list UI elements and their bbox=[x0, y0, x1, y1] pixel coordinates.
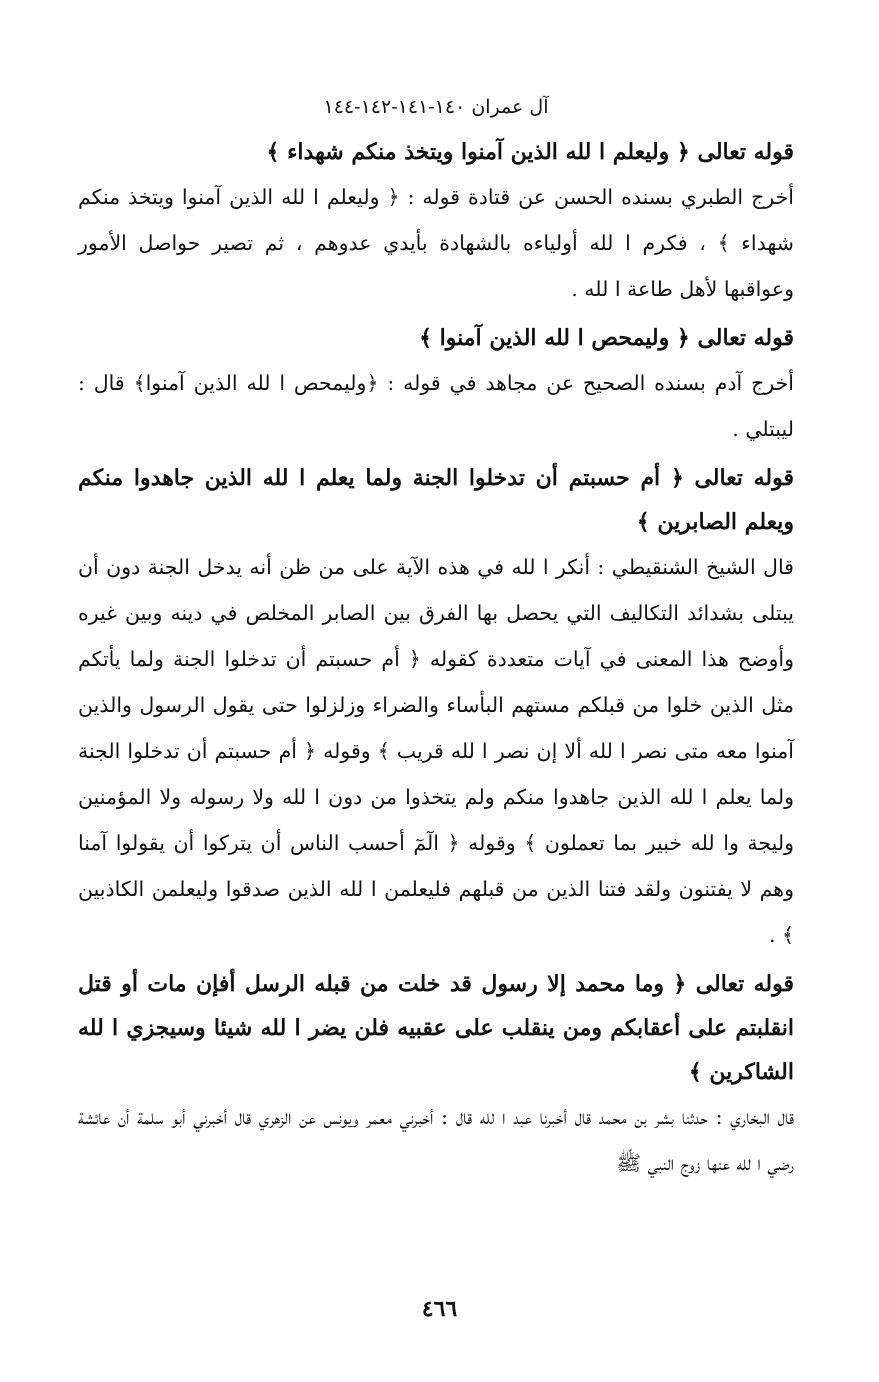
book-page bbox=[78, 92, 794, 1190]
verse-heading: قوله تعالى ﴿ وليعلم ا لله الذين آمنوا ويتخذ منكم شهداء ﴾ bbox=[266, 139, 794, 165]
commentary-paragraph: أخرج آدم بسنده الصحيح عن مجاهد في قوله : ﴿وليمحص ا لله الذين آمنوا﴾ قال : ليبتلي . bbox=[78, 371, 794, 441]
verse-heading: قوله تعالى ﴿ وما محمد إلا رسول قد خلت من قبله الرسل أفإن مات أو قتل انقلبتم على أعقابكم ومن ينقلب على عقبيه فلن يضر ا لله شيئا وسيجزي ا لله الشاكرين ﴾ bbox=[78, 971, 794, 1085]
commentary-paragraph: أخرج الطبري بسنده الحسن عن قتادة قوله : ﴿ وليعلم ا لله الذين آمنوا ويتخذ منكم شهداء ﴾ ، فكرم ا لله أولياءه بالشهادة بأيدي عدوهم ، ثم تصير حواصل الأمور وعواقبها لأهل طاعة ا لله . bbox=[78, 185, 794, 301]
commentary-paragraph: قال الشيخ الشنقيطي : أنكر ا لله في هذه الآية على من ظن أنه يدخل الجنة دون أن يبتلى بشدائد التكاليف التي يحصل بها الفرق بين الصابر المخلص في دينه وبين غيره وأوضح هذا المعنى في آيات متعددة كقوله ﴿ أم حسبتم أن تدخلوا الجنة ولما يأتكم مثل الذين خلوا من قبلكم مستهم البأساء والضراء وزلزلوا حتى يقول الرسول والذين آمنوا معه متى نصر ا لله ألا إن نصر ا لله قريب ﴾ وقوله ﴿ أم حسبتم أن تدخلوا الجنة ولما يعلم ا لله الذين جاهدوا منكم ولم يتخذوا من دون ا لله ولا رسوله ولا المؤمنين وليجة وا لله خبير بما تعملون ﴾ وقوله ﴿ الٓمٓ أحسب الناس أن يتركوا أن يقولوا آمنا وهم لا يفتنون ولقد فتنا الذين من قبلهم فليعلمن ا لله الذين صدقوا وليعلمن الكاذبين ﴾ . bbox=[78, 555, 794, 947]
running-header: آل عمران ١٤٠-١٤١-١٤٢-١٤٤ bbox=[323, 96, 549, 118]
verse-heading: قوله تعالى ﴿ وليمحص ا لله الذين آمنوا ﴾ bbox=[419, 325, 794, 351]
verse-heading: قوله تعالى ﴿ أم حسبتم أن تدخلوا الجنة ولما يعلم ا لله الذين جاهدوا منكم ويعلم الصابرين ﴾ bbox=[78, 465, 794, 535]
commentary-paragraph: قال البخاري : حدثنا بشر بن محمد قال أخبرنا عبد ا لله قال : أخبرني معمر ويونس عن الزهري قال أخبرني أبو سلمة أن عائشة رضي ا لله عنها زوج النبي ﷺ bbox=[78, 1105, 794, 1175]
page-number: ٤٦٦ bbox=[421, 1296, 458, 1322]
